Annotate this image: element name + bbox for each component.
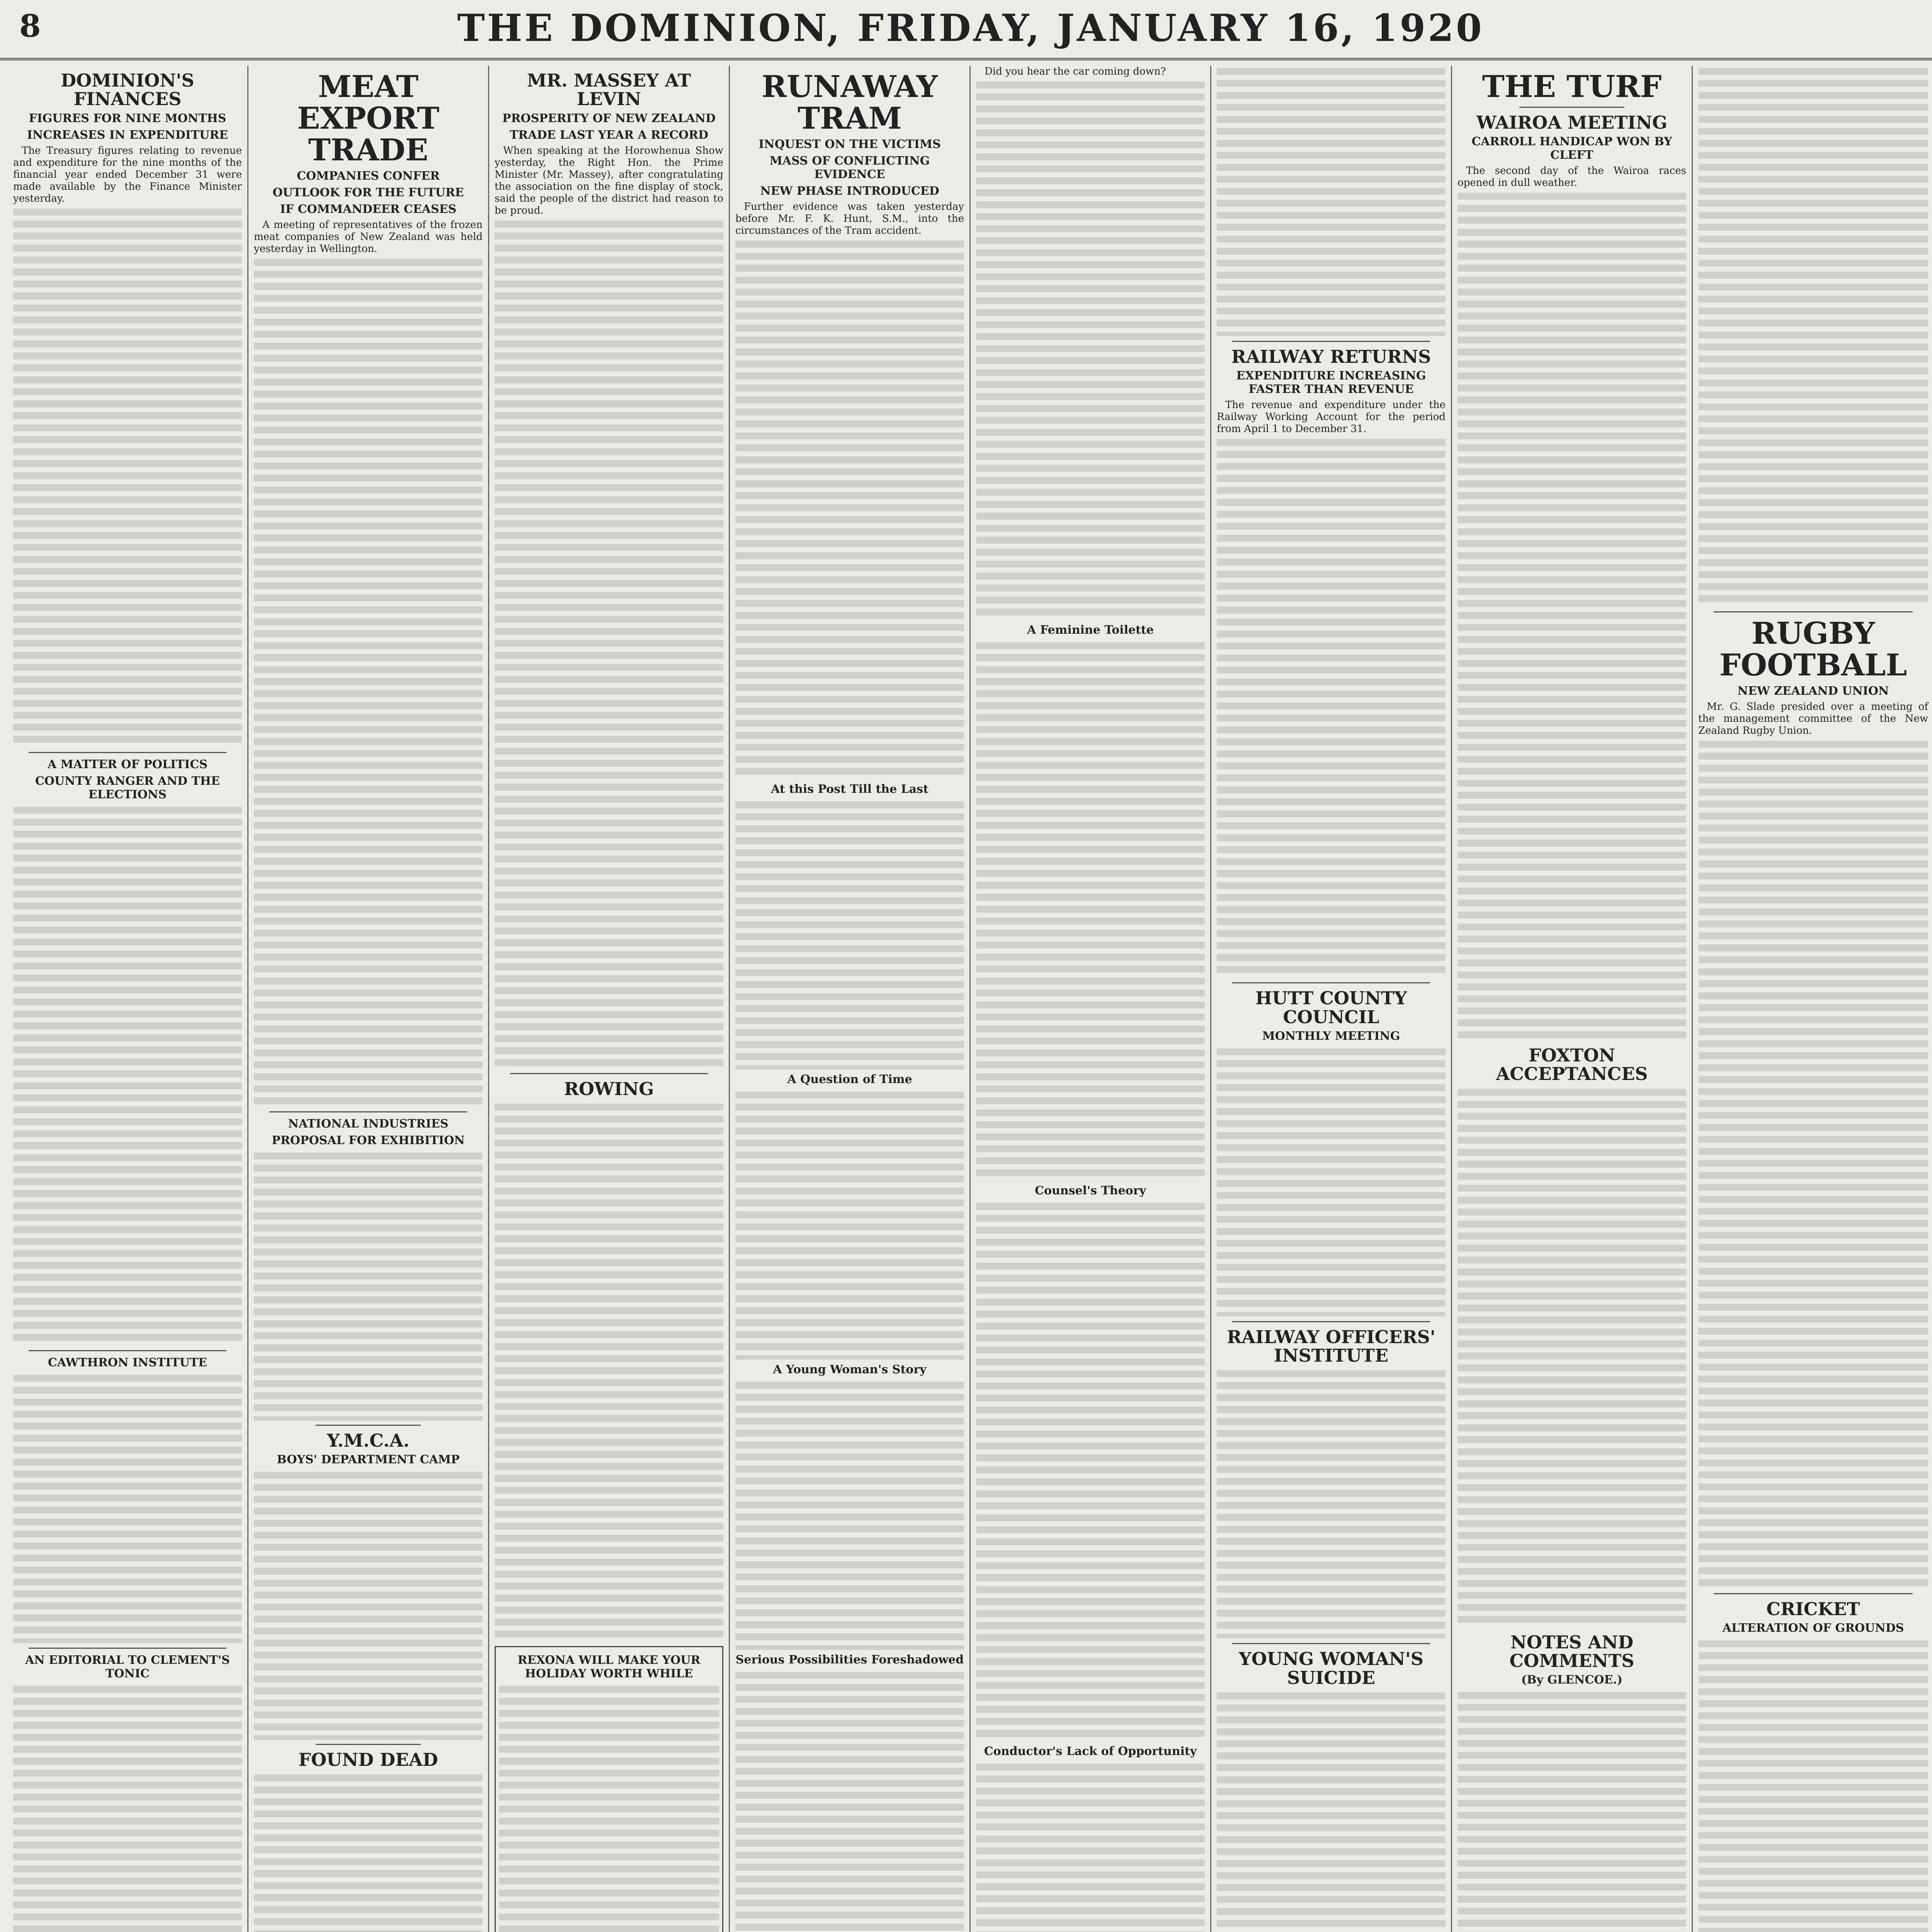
column-6 <box>1211 66 1452 1932</box>
subhead: ALTERATION OF GROUNDS <box>1722 1621 1904 1635</box>
divider <box>1232 341 1430 342</box>
divider <box>1714 1593 1913 1594</box>
divider <box>510 1073 708 1074</box>
page-number: 8 <box>19 8 41 44</box>
headline: MR. MASSEY AT LEVIN <box>527 70 691 110</box>
article-lead: A meeting of representatives of the frozen meat companies of New Zealand was held yesterday in Wellington. <box>254 219 483 255</box>
text-block <box>254 1150 483 1421</box>
subhead: At this Post Till the Last <box>771 782 929 796</box>
text-block <box>1217 1046 1446 1316</box>
text-block <box>495 1101 723 1642</box>
subhead: CARROLL HANDICAP WON BY CLEFT <box>1471 135 1672 162</box>
subhead: PROPOSAL FOR EXHIBITION <box>272 1133 465 1147</box>
divider <box>269 1111 467 1112</box>
headline: RUNAWAY TRAM <box>762 69 938 136</box>
headline: THE TURF <box>1482 69 1662 104</box>
text-block <box>976 79 1205 620</box>
column-1 <box>8 66 248 1932</box>
subhead: A Young Woman's Story <box>773 1362 927 1376</box>
text-block <box>254 1772 483 1932</box>
subhead: A Feminine Toilette <box>1027 623 1154 637</box>
subhead: INQUEST ON THE VICTIMS <box>759 137 941 151</box>
subhead: AN EDITORIAL TO CLEMENT'S TONIC <box>25 1653 230 1680</box>
text-block <box>254 1469 483 1740</box>
subhead: A Question of Time <box>787 1072 912 1086</box>
text-block <box>1217 66 1446 336</box>
text-block <box>1698 66 1928 607</box>
column-5 <box>971 66 1211 1932</box>
text-block <box>13 804 242 1345</box>
text-block <box>735 799 964 1070</box>
divider <box>1232 982 1430 983</box>
text-block <box>495 218 723 1068</box>
subhead: INCREASES IN EXPENDITURE <box>27 128 228 142</box>
column-8 <box>1693 66 1932 1932</box>
masthead <box>0 0 1932 60</box>
advertisement <box>495 1646 723 1932</box>
headline: NOTES AND COMMENTS <box>1509 1631 1634 1672</box>
subhead: COUNTY RANGER AND THE ELECTIONS <box>35 774 220 801</box>
subhead: MONTHLY MEETING <box>1262 1029 1400 1043</box>
text-block <box>13 1684 242 1932</box>
columns <box>8 66 1932 1932</box>
subhead: MASS OF CONFLICTING EVIDENCE <box>769 154 930 181</box>
headline: RAILWAY OFFICERS' INSTITUTE <box>1227 1326 1435 1366</box>
byline: (By GLENCOE.) <box>1521 1673 1622 1687</box>
subhead: Serious Possibilities Foreshadowed <box>735 1653 964 1667</box>
headline: RUGBY FOOTBALL <box>1719 616 1907 683</box>
divider <box>29 1648 226 1649</box>
headline: Y.M.C.A. <box>327 1430 410 1451</box>
subhead: CAWTHRON INSTITUTE <box>48 1355 207 1369</box>
text-block <box>13 206 242 747</box>
divider <box>316 1425 421 1426</box>
subhead: NEW PHASE INTRODUCED <box>760 184 939 198</box>
text-block <box>1698 738 1928 1588</box>
subhead: PROSPERITY OF NEW ZEALAND <box>502 111 716 125</box>
text-block <box>976 1761 1205 1932</box>
headline: FOUND DEAD <box>298 1749 438 1770</box>
column-4 <box>730 66 971 1932</box>
text-block <box>1698 1638 1928 1932</box>
headline: ROWING <box>564 1078 654 1099</box>
text-block <box>735 1670 964 1932</box>
article-lead: Further evidence was taken yesterday before Mr. F. K. Hunt, S.M., into the circumstances of the Tram accident. <box>735 201 964 236</box>
article-lead: When speaking at the Horowhenua Show yesterday, the Right Hon. the Prime Minister (Mr. Massey), after congratulating the association on the fine display of stock, said the people of the district had reason to be proud. <box>495 145 723 216</box>
headline: RAILWAY RETURNS <box>1231 346 1431 367</box>
headline: YOUNG WOMAN'S SUICIDE <box>1238 1648 1424 1688</box>
column-3 <box>489 66 730 1932</box>
text-block <box>976 1201 1205 1742</box>
text-block <box>1217 437 1446 978</box>
subhead: EXPENDITURE INCREASING FASTER THAN REVENUE <box>1236 369 1426 396</box>
article-lead: Mr. G. Slade presided over a meeting of the management committee of the New Zealand Rugby Union. <box>1698 701 1928 736</box>
text-block <box>976 640 1205 1181</box>
divider <box>29 752 226 753</box>
subhead: COMPANIES CONFER <box>297 169 440 183</box>
headline: MEAT EXPORT TRADE <box>297 69 440 168</box>
headline: HUTT COUNTY COUNCIL <box>1255 988 1407 1027</box>
ad-headline: REXONA WILL MAKE YOUR HOLIDAY WORTH WHILE <box>517 1653 701 1680</box>
text-block <box>735 238 964 779</box>
article-text: Did you hear the car coming down? <box>985 66 1166 77</box>
divider <box>1714 611 1913 612</box>
newspaper-title: THE DOMINION, FRIDAY, JANUARY 16, 1920 <box>457 6 1484 50</box>
headline: WAIROA MEETING <box>1476 112 1668 133</box>
headline: CRICKET <box>1766 1598 1860 1619</box>
acceptances-listing <box>1458 1087 1686 1628</box>
text-block <box>254 257 483 1107</box>
article-lead: The Treasury figures relating to revenue and expenditure for the nine months of the financial year ended December 31 were made available by the Finance Minister yesterday. <box>13 145 242 204</box>
results-listing <box>1458 190 1686 1041</box>
subhead: TRADE LAST YEAR A RECORD <box>509 128 709 142</box>
subhead: IF COMMANDEER CEASES <box>280 202 457 216</box>
headline: DOMINION'S FINANCES <box>61 70 194 110</box>
article-lead: The revenue and expenditure under the Railway Working Account for the period from April 1 to December 31. <box>1217 399 1446 435</box>
subhead: BOYS' DEPARTMENT CAMP <box>277 1452 460 1466</box>
article-lead: The second day of the Wairoa races opened in dull weather. <box>1458 165 1686 189</box>
subhead: NATIONAL INDUSTRIES <box>288 1117 449 1131</box>
text-block <box>1458 1690 1686 1932</box>
subhead: OUTLOOK FOR THE FUTURE <box>272 185 464 199</box>
text-block <box>735 1379 964 1650</box>
text-block <box>1217 1690 1446 1932</box>
text-block <box>1217 1368 1446 1638</box>
column-2 <box>248 66 489 1932</box>
subhead: A MATTER OF POLITICS <box>48 757 207 771</box>
text-block <box>735 1089 964 1360</box>
divider <box>1232 1321 1430 1322</box>
divider <box>29 1350 226 1351</box>
column-7 <box>1452 66 1693 1932</box>
subhead: Counsel's Theory <box>1035 1184 1146 1197</box>
subhead: Conductor's Lack of Opportunity <box>984 1745 1197 1758</box>
divider <box>316 1744 421 1745</box>
subhead: FIGURES FOR NINE MONTHS <box>29 111 226 125</box>
subhead: NEW ZEALAND UNION <box>1737 684 1889 698</box>
ad-text <box>499 1684 719 1932</box>
divider <box>1232 1643 1430 1644</box>
text-block <box>13 1372 242 1643</box>
divider <box>1519 107 1624 108</box>
headline: FOXTON ACCEPTANCES <box>1496 1045 1648 1085</box>
